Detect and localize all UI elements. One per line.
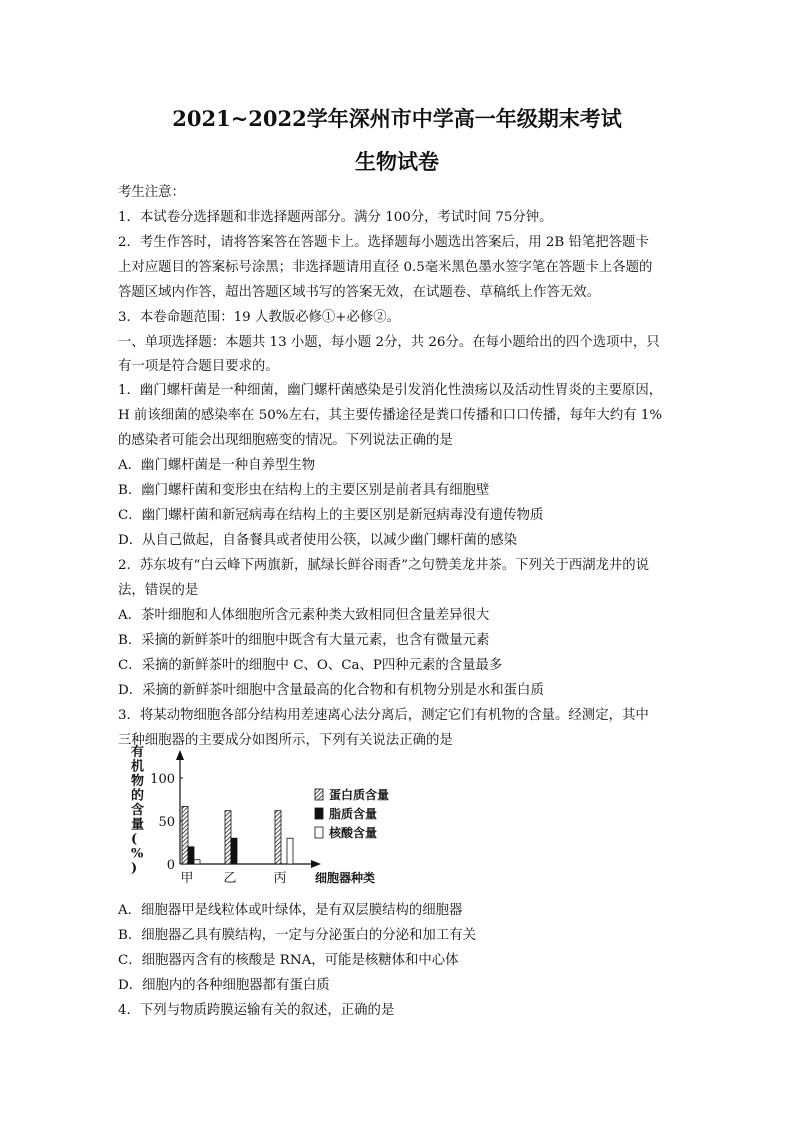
q3-option-b: B．细胞器乙具有膜结构，一定与分泌蛋白的分泌和加工有关 (118, 928, 476, 943)
bar-乙-蛋白质含量 (225, 811, 231, 864)
y-axis-arrow (176, 750, 184, 760)
q3-option-a: A．细胞器甲是线粒体或叶绿体，是有双层膜结构的细胞器 (118, 903, 463, 918)
bar-甲-核酸含量 (194, 860, 200, 864)
organelle-composition-chart (125, 742, 425, 892)
notice-item: 上对应题目的答案标号涂黑；非选择题请用直径 0.5毫米黑色墨水签字笔在答题卡上各题的 (118, 260, 653, 275)
notice-item: 1．本试卷分选择题和非选择题两部分。满分 100分，考试时间 75分钟。 (118, 210, 553, 225)
y-tick-label: 0 (166, 858, 175, 873)
svg-text:有机物的含量(%): 有机物的含量( % ) (131, 745, 145, 876)
q4-stem: 4．下列与物质跨膜运输有关的叙述，正确的是 (118, 1003, 395, 1018)
legend-swatch (315, 808, 323, 819)
legend-label: 脂质含量 (329, 807, 378, 821)
legend-swatch (315, 789, 323, 800)
legend-swatch (315, 827, 323, 838)
section-heading: 一、单项选择题：本题共 13 小题，每小题 2分，共 26分。在每小题给出的四个选项中，只 (118, 335, 660, 350)
y-tick-label: 50 (158, 815, 175, 830)
q1-option-b: B．幽门螺杆菌和变形虫在结构上的主要区别是前者具有细胞壁 (118, 483, 490, 498)
q3-option-d: D．细胞内的各种细胞器都有蛋白质 (118, 978, 330, 993)
q2-option-a: A．茶叶细胞和人体细胞所含元素种类大致相同但含量差异很大 (118, 608, 490, 623)
x-axis-label: 细胞器种类 (315, 871, 376, 885)
q3-stem: 三种细胞器的主要成分如图所示，下列有关说法正确的是 (118, 733, 453, 748)
bar-丙-蛋白质含量 (275, 811, 281, 864)
notice-item: 答题区域内作答，超出答题区域书写的答案无效，在试题卷、草稿纸上作答无效。 (118, 285, 601, 300)
q1-stem: H 前该细菌的感染率在 50%左右，其主要传播途径是粪口传播和口口传播，每年大约有 1% (118, 408, 663, 423)
q1-option-c: C．幽门螺杆菌和新冠病毒在结构上的主要区别是新冠病毒没有遗传物质 (118, 508, 544, 523)
x-category-label: 甲 (180, 871, 194, 886)
notice-item: 2．考生作答时，请将答案答在答题卡上。选择题每小题选出答案后，用 2B 铅笔把答题卡 (118, 235, 649, 250)
section-heading-cont: 有一项是符合题目要求的。 (118, 359, 279, 374)
x-category-label: 丙 (273, 871, 287, 886)
bar-丙-核酸含量 (287, 838, 293, 864)
page-title: 2021~2022学年深州市中学高一年级期末考试 (172, 106, 622, 131)
y-tick-label: 100 (150, 772, 175, 787)
bar-甲-脂质含量 (188, 847, 194, 864)
page-subtitle: 生物试卷 (355, 149, 439, 174)
x-axis-arrow (311, 860, 321, 868)
q1-option-d: D．从自己做起，自备餐具或者使用公筷，以减少幽门螺杆菌的感染 (118, 533, 518, 548)
notice-item: 3．本卷命题范围：19 人教版必修①+必修②。 (118, 310, 401, 325)
legend-label: 蛋白质含量 (329, 788, 390, 802)
legend-label: 核酸含量 (329, 826, 378, 840)
q3-option-c: C．细胞器丙含有的核酸是 RNA，可能是核糖体和中心体 (118, 953, 459, 968)
bar-甲-蛋白质含量 (182, 806, 188, 864)
q1-stem: 1．幽门螺杆菌是一种细菌，幽门螺杆菌感染是引发消化性溃疡以及活动性胃炎的主要原因， (118, 383, 663, 398)
x-category-label: 乙 (223, 871, 237, 886)
q2-option-d: D．采摘的新鲜茶叶细胞中含量最高的化合物和有机物分别是水和蛋白质 (118, 683, 544, 698)
q2-option-b: B．采摘的新鲜茶叶的细胞中既含有大量元素，也含有微量元素 (118, 633, 490, 648)
q2-stem: 2．苏东坡有“白云峰下两旗新，腻绿长鲜谷雨香”之句赞美龙井茶。下列关于西湖龙井的说 (118, 558, 650, 573)
y-axis-label (131, 744, 144, 876)
q2-option-c: C．采摘的新鲜茶叶的细胞中 C、O、Ca、P四种元素的含量最多 (118, 658, 503, 673)
bar-乙-脂质含量 (231, 838, 237, 864)
q1-option-a: A．幽门螺杆菌是一种自养型生物 (118, 458, 316, 473)
q1-stem: 的感染者可能会出现细胞癌变的情况。下列说法正确的是 (118, 433, 453, 448)
notice-heading: 考生注意： (118, 185, 185, 200)
q3-stem: 3．将某动物细胞各部分结构用差速离心法分离后，测定它们有机物的含量。经测定，其中 (118, 708, 649, 723)
q2-stem: 法，错误的是 (118, 583, 199, 598)
